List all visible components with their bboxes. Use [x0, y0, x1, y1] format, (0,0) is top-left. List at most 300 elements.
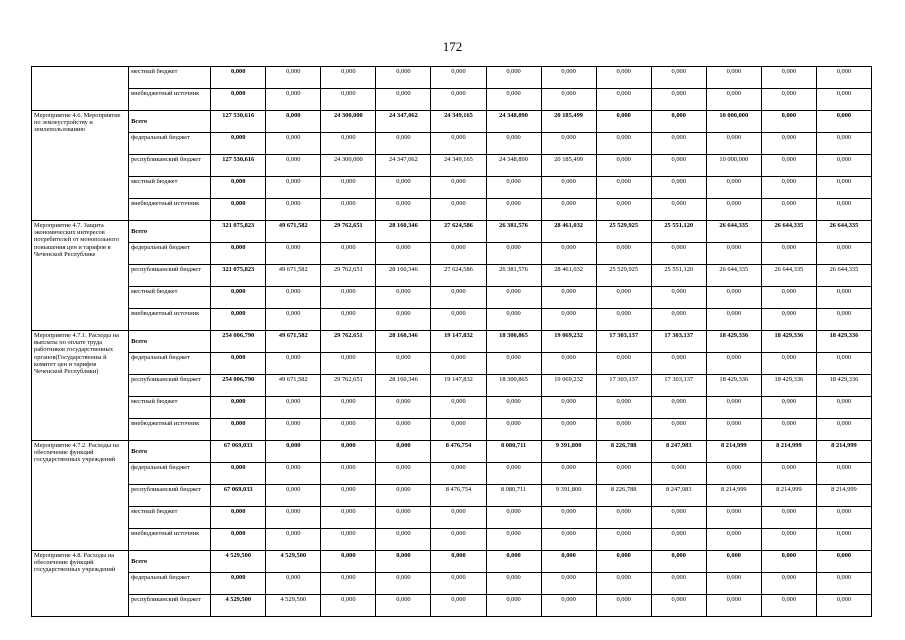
- value-cell: 29 762,651: [321, 331, 376, 353]
- table-row: [32, 287, 872, 309]
- value-cell: 24 349,165: [431, 155, 486, 177]
- value-cell: 0,000: [376, 463, 431, 485]
- value-cell: 0,000: [266, 573, 321, 595]
- value-cell: 0,000: [431, 177, 486, 199]
- value-cell: 0,000: [431, 419, 486, 441]
- value-cell: 27 624,586: [431, 265, 486, 287]
- value-cell: 8 080,711: [486, 441, 541, 463]
- value-cell: 0,000: [486, 199, 541, 221]
- value-cell: 0,000: [431, 507, 486, 529]
- value-cell: 0,000: [816, 111, 871, 133]
- value-cell: 0,000: [816, 177, 871, 199]
- value-cell: 8 226,788: [596, 485, 651, 507]
- value-cell: 0,000: [376, 397, 431, 419]
- value-cell: 0,000: [596, 419, 651, 441]
- value-cell: 24 347,062: [376, 111, 431, 133]
- value-cell: 254 006,790: [211, 331, 266, 353]
- value-cell: 0,000: [816, 397, 871, 419]
- value-cell: 0,000: [761, 353, 816, 375]
- value-cell: 26 644,335: [761, 221, 816, 243]
- value-cell: 0,000: [761, 89, 816, 111]
- value-cell: 0,000: [651, 419, 706, 441]
- value-cell: 0,000: [541, 199, 596, 221]
- value-cell: 67 069,033: [211, 441, 266, 463]
- value-cell: 0,000: [816, 419, 871, 441]
- value-cell: 8 214,999: [816, 441, 871, 463]
- value-cell: 8 226,788: [596, 441, 651, 463]
- value-cell: 8 214,999: [706, 485, 761, 507]
- value-cell: 0,000: [706, 67, 761, 89]
- value-cell: 0,000: [596, 397, 651, 419]
- value-cell: 0,000: [321, 287, 376, 309]
- value-cell: 0,000: [541, 529, 596, 551]
- value-cell: 26 644,335: [706, 221, 761, 243]
- value-cell: 0,000: [761, 573, 816, 595]
- value-cell: 0,000: [376, 243, 431, 265]
- value-cell: 0,000: [651, 551, 706, 573]
- value-cell: 0,000: [211, 133, 266, 155]
- value-cell: 0,000: [596, 111, 651, 133]
- value-cell: 0,000: [706, 243, 761, 265]
- table-row: [32, 397, 872, 419]
- value-cell: 26 644,335: [816, 265, 871, 287]
- value-cell: 0,000: [266, 133, 321, 155]
- value-cell: 8 247,983: [651, 485, 706, 507]
- value-cell: 28 160,346: [376, 265, 431, 287]
- value-cell: 0,000: [266, 67, 321, 89]
- value-cell: 0,000: [651, 595, 706, 617]
- funding-source-cell: федеральный бюджет: [129, 243, 211, 265]
- funding-source-cell: федеральный бюджет: [129, 573, 211, 595]
- funding-source-cell: федеральный бюджет: [129, 133, 211, 155]
- value-cell: 10 000,000: [706, 155, 761, 177]
- value-cell: 0,000: [486, 67, 541, 89]
- funding-source-cell: местный бюджет: [129, 397, 211, 419]
- value-cell: 0,000: [816, 309, 871, 331]
- budget-table: [31, 66, 872, 617]
- value-cell: 0,000: [761, 155, 816, 177]
- value-cell: 0,000: [761, 419, 816, 441]
- value-cell: 8 214,999: [761, 441, 816, 463]
- value-cell: 127 530,616: [211, 155, 266, 177]
- value-cell: 0,000: [541, 397, 596, 419]
- value-cell: 19 147,832: [431, 331, 486, 353]
- value-cell: 0,000: [431, 573, 486, 595]
- value-cell: 0,000: [266, 397, 321, 419]
- value-cell: 0,000: [431, 529, 486, 551]
- value-cell: 24 349,165: [431, 111, 486, 133]
- value-cell: 0,000: [541, 133, 596, 155]
- table-row: [32, 111, 872, 133]
- value-cell: 0,000: [266, 485, 321, 507]
- value-cell: 0,000: [266, 529, 321, 551]
- value-cell: 0,000: [706, 89, 761, 111]
- value-cell: 28 461,032: [541, 221, 596, 243]
- value-cell: 0,000: [376, 573, 431, 595]
- value-cell: 0,000: [266, 177, 321, 199]
- value-cell: 0,000: [431, 199, 486, 221]
- value-cell: 24 348,890: [486, 155, 541, 177]
- funding-source-cell: местный бюджет: [129, 67, 211, 89]
- value-cell: 0,000: [376, 67, 431, 89]
- value-cell: 24 347,062: [376, 155, 431, 177]
- event-name-cell: [32, 67, 129, 111]
- value-cell: 0,000: [596, 287, 651, 309]
- value-cell: 0,000: [431, 463, 486, 485]
- value-cell: 0,000: [211, 529, 266, 551]
- funding-source-cell: внебюджетный источник: [129, 89, 211, 111]
- value-cell: 0,000: [321, 199, 376, 221]
- value-cell: 18 429,336: [816, 331, 871, 353]
- value-cell: 0,000: [651, 177, 706, 199]
- value-cell: 321 075,823: [211, 265, 266, 287]
- value-cell: 26 644,335: [706, 265, 761, 287]
- funding-source-cell: Всего: [129, 441, 211, 463]
- value-cell: 0,000: [761, 463, 816, 485]
- funding-source-cell: Всего: [129, 221, 211, 243]
- value-cell: 4 529,500: [266, 551, 321, 573]
- value-cell: 18 300,865: [486, 331, 541, 353]
- value-cell: 0,000: [376, 419, 431, 441]
- value-cell: 0,000: [651, 529, 706, 551]
- table-row: [32, 89, 872, 111]
- value-cell: 0,000: [816, 551, 871, 573]
- table-row: [32, 573, 872, 595]
- value-cell: 0,000: [816, 243, 871, 265]
- value-cell: 0,000: [431, 89, 486, 111]
- value-cell: 0,000: [376, 529, 431, 551]
- value-cell: 25 529,925: [596, 265, 651, 287]
- value-cell: 20 185,499: [541, 155, 596, 177]
- value-cell: 0,000: [596, 199, 651, 221]
- value-cell: 8 476,754: [431, 485, 486, 507]
- value-cell: 0,000: [321, 397, 376, 419]
- value-cell: 0,000: [266, 155, 321, 177]
- table-row: [32, 441, 872, 463]
- value-cell: 19 069,232: [541, 331, 596, 353]
- value-cell: 0,000: [376, 177, 431, 199]
- value-cell: 0,000: [211, 419, 266, 441]
- value-cell: 321 075,823: [211, 221, 266, 243]
- value-cell: 0,000: [761, 199, 816, 221]
- value-cell: 0,000: [266, 243, 321, 265]
- value-cell: 0,000: [816, 67, 871, 89]
- value-cell: 27 624,586: [431, 221, 486, 243]
- funding-source-cell: местный бюджет: [129, 177, 211, 199]
- value-cell: 0,000: [211, 243, 266, 265]
- value-cell: 0,000: [321, 507, 376, 529]
- value-cell: 0,000: [211, 463, 266, 485]
- value-cell: 4 529,500: [211, 551, 266, 573]
- value-cell: 0,000: [431, 243, 486, 265]
- value-cell: 0,000: [266, 507, 321, 529]
- table-row: [32, 199, 872, 221]
- value-cell: 0,000: [431, 133, 486, 155]
- value-cell: 0,000: [651, 199, 706, 221]
- funding-source-cell: республиканский бюджет: [129, 375, 211, 397]
- value-cell: 29 762,651: [321, 265, 376, 287]
- value-cell: 0,000: [706, 573, 761, 595]
- value-cell: 19 147,832: [431, 375, 486, 397]
- value-cell: 0,000: [321, 419, 376, 441]
- value-cell: 0,000: [376, 595, 431, 617]
- value-cell: 49 671,582: [266, 265, 321, 287]
- value-cell: 0,000: [486, 573, 541, 595]
- value-cell: 0,000: [596, 243, 651, 265]
- value-cell: 0,000: [266, 353, 321, 375]
- value-cell: 8 247,983: [651, 441, 706, 463]
- value-cell: 0,000: [706, 199, 761, 221]
- table-row: [32, 595, 872, 617]
- funding-source-cell: Всего: [129, 551, 211, 573]
- value-cell: 0,000: [541, 309, 596, 331]
- value-cell: 8 214,999: [706, 441, 761, 463]
- value-cell: 0,000: [816, 133, 871, 155]
- table-row: [32, 419, 872, 441]
- value-cell: 0,000: [486, 287, 541, 309]
- value-cell: 0,000: [596, 573, 651, 595]
- value-cell: 0,000: [541, 67, 596, 89]
- value-cell: 0,000: [651, 287, 706, 309]
- value-cell: 0,000: [486, 309, 541, 331]
- table-row: [32, 331, 872, 353]
- value-cell: 0,000: [431, 353, 486, 375]
- value-cell: 0,000: [541, 419, 596, 441]
- value-cell: 0,000: [651, 89, 706, 111]
- table-row: [32, 551, 872, 573]
- value-cell: 0,000: [761, 67, 816, 89]
- value-cell: 0,000: [761, 177, 816, 199]
- value-cell: 18 429,336: [761, 375, 816, 397]
- funding-source-cell: республиканский бюджет: [129, 265, 211, 287]
- funding-source-cell: внебюджетный источник: [129, 199, 211, 221]
- value-cell: 0,000: [816, 507, 871, 529]
- value-cell: 0,000: [596, 507, 651, 529]
- value-cell: 0,000: [541, 243, 596, 265]
- value-cell: 254 006,790: [211, 375, 266, 397]
- value-cell: 0,000: [706, 595, 761, 617]
- page-number: 172: [442, 39, 463, 54]
- event-name-cell: Мероприятие 4.6. Мероприятие по землеустройству и землепользованию: [32, 111, 129, 221]
- value-cell: 24 348,890: [486, 111, 541, 133]
- value-cell: 0,000: [816, 353, 871, 375]
- value-cell: 29 762,651: [321, 375, 376, 397]
- value-cell: 0,000: [816, 595, 871, 617]
- value-cell: 0,000: [376, 199, 431, 221]
- value-cell: 0,000: [321, 595, 376, 617]
- value-cell: 0,000: [761, 529, 816, 551]
- value-cell: 0,000: [321, 485, 376, 507]
- value-cell: 49 671,582: [266, 221, 321, 243]
- value-cell: 0,000: [816, 529, 871, 551]
- value-cell: 0,000: [211, 573, 266, 595]
- value-cell: 0,000: [486, 353, 541, 375]
- value-cell: 0,000: [211, 199, 266, 221]
- value-cell: 0,000: [706, 529, 761, 551]
- funding-source-cell: внебюджетный источник: [129, 529, 211, 551]
- value-cell: 0,000: [376, 441, 431, 463]
- funding-source-cell: местный бюджет: [129, 507, 211, 529]
- value-cell: 0,000: [486, 551, 541, 573]
- value-cell: 0,000: [706, 463, 761, 485]
- value-cell: 0,000: [211, 507, 266, 529]
- value-cell: 0,000: [761, 287, 816, 309]
- value-cell: 17 303,137: [651, 331, 706, 353]
- value-cell: 0,000: [596, 67, 651, 89]
- value-cell: 0,000: [651, 243, 706, 265]
- value-cell: 18 429,336: [706, 375, 761, 397]
- value-cell: 0,000: [211, 353, 266, 375]
- value-cell: 0,000: [376, 89, 431, 111]
- value-cell: 0,000: [651, 507, 706, 529]
- value-cell: 0,000: [321, 529, 376, 551]
- budget-table-body: [32, 67, 872, 617]
- value-cell: 0,000: [651, 309, 706, 331]
- value-cell: 0,000: [376, 507, 431, 529]
- value-cell: 0,000: [596, 133, 651, 155]
- value-cell: 25 551,120: [651, 265, 706, 287]
- value-cell: 0,000: [596, 463, 651, 485]
- value-cell: 0,000: [486, 243, 541, 265]
- value-cell: 0,000: [541, 595, 596, 617]
- value-cell: 0,000: [596, 177, 651, 199]
- funding-source-cell: Всего: [129, 331, 211, 353]
- value-cell: 0,000: [596, 309, 651, 331]
- value-cell: 0,000: [321, 89, 376, 111]
- table-row: [32, 485, 872, 507]
- value-cell: 0,000: [211, 309, 266, 331]
- value-cell: 0,000: [431, 309, 486, 331]
- value-cell: 9 391,800: [541, 441, 596, 463]
- table-row: [32, 309, 872, 331]
- value-cell: 0,000: [706, 287, 761, 309]
- value-cell: 9 391,800: [541, 485, 596, 507]
- value-cell: 0,000: [541, 463, 596, 485]
- value-cell: 0,000: [486, 529, 541, 551]
- value-cell: 4 529,500: [211, 595, 266, 617]
- value-cell: 0,000: [431, 551, 486, 573]
- value-cell: 0,000: [211, 67, 266, 89]
- table-row: [32, 463, 872, 485]
- value-cell: 0,000: [651, 155, 706, 177]
- value-cell: 0,000: [706, 397, 761, 419]
- value-cell: 0,000: [376, 485, 431, 507]
- funding-source-cell: внебюджетный источник: [129, 419, 211, 441]
- value-cell: 0,000: [761, 551, 816, 573]
- value-cell: 4 529,500: [266, 595, 321, 617]
- value-cell: 0,000: [321, 177, 376, 199]
- table-row: [32, 243, 872, 265]
- value-cell: 0,000: [596, 89, 651, 111]
- value-cell: 17 303,137: [651, 375, 706, 397]
- funding-source-cell: федеральный бюджет: [129, 463, 211, 485]
- value-cell: 0,000: [706, 551, 761, 573]
- value-cell: 28 160,346: [376, 375, 431, 397]
- value-cell: 25 529,925: [596, 221, 651, 243]
- value-cell: 0,000: [486, 89, 541, 111]
- value-cell: 0,000: [431, 67, 486, 89]
- value-cell: 0,000: [486, 463, 541, 485]
- event-name-cell: Мероприятие 4.8. Расходы на обеспечение функций государственных учреждений: [32, 551, 129, 617]
- value-cell: 8 214,999: [816, 485, 871, 507]
- value-cell: 28 461,032: [541, 265, 596, 287]
- funding-source-cell: федеральный бюджет: [129, 353, 211, 375]
- value-cell: 0,000: [486, 419, 541, 441]
- value-cell: 0,000: [651, 67, 706, 89]
- value-cell: 0,000: [761, 309, 816, 331]
- value-cell: 0,000: [376, 133, 431, 155]
- value-cell: 0,000: [596, 529, 651, 551]
- value-cell: 0,000: [486, 133, 541, 155]
- value-cell: 0,000: [376, 309, 431, 331]
- value-cell: 0,000: [321, 463, 376, 485]
- table-row: [32, 529, 872, 551]
- value-cell: 8 080,711: [486, 485, 541, 507]
- value-cell: 49 671,582: [266, 331, 321, 353]
- value-cell: 0,000: [761, 243, 816, 265]
- value-cell: 0,000: [486, 397, 541, 419]
- value-cell: 0,000: [541, 177, 596, 199]
- value-cell: 0,000: [486, 177, 541, 199]
- value-cell: 0,000: [596, 155, 651, 177]
- table-row: [32, 375, 872, 397]
- value-cell: 17 303,137: [596, 331, 651, 353]
- table-row: [32, 265, 872, 287]
- value-cell: 0,000: [266, 463, 321, 485]
- funding-source-cell: республиканский бюджет: [129, 485, 211, 507]
- value-cell: 20 185,499: [541, 111, 596, 133]
- funding-source-cell: республиканский бюджет: [129, 155, 211, 177]
- value-cell: 0,000: [816, 463, 871, 485]
- value-cell: 0,000: [651, 573, 706, 595]
- table-row: [32, 353, 872, 375]
- value-cell: 0,000: [706, 177, 761, 199]
- value-cell: 0,000: [321, 353, 376, 375]
- value-cell: 0,000: [431, 397, 486, 419]
- value-cell: 67 069,033: [211, 485, 266, 507]
- funding-source-cell: местный бюджет: [129, 287, 211, 309]
- table-row: [32, 133, 872, 155]
- value-cell: 0,000: [761, 133, 816, 155]
- value-cell: 18 429,336: [816, 375, 871, 397]
- value-cell: 18 429,336: [706, 331, 761, 353]
- table-row: [32, 155, 872, 177]
- event-name-cell: Мероприятие 4.7. Защита экономических интересов потребителей от монопольного повышения цен и тарифов в Чеченской Республике: [32, 221, 129, 331]
- value-cell: 0,000: [541, 507, 596, 529]
- funding-source-cell: республиканский бюджет: [129, 595, 211, 617]
- value-cell: 0,000: [266, 199, 321, 221]
- value-cell: 0,000: [706, 353, 761, 375]
- value-cell: 17 303,137: [596, 375, 651, 397]
- value-cell: 0,000: [211, 397, 266, 419]
- value-cell: 0,000: [486, 595, 541, 617]
- value-cell: 26 644,335: [761, 265, 816, 287]
- value-cell: 0,000: [706, 133, 761, 155]
- value-cell: 49 671,582: [266, 375, 321, 397]
- value-cell: 24 300,000: [321, 155, 376, 177]
- table-row: [32, 67, 872, 89]
- value-cell: 0,000: [211, 89, 266, 111]
- value-cell: 0,000: [431, 287, 486, 309]
- value-cell: 0,000: [541, 573, 596, 595]
- value-cell: 0,000: [651, 353, 706, 375]
- value-cell: 26 644,335: [816, 221, 871, 243]
- value-cell: 0,000: [541, 287, 596, 309]
- value-cell: 0,000: [761, 397, 816, 419]
- value-cell: 0,000: [596, 551, 651, 573]
- value-cell: 0,000: [651, 397, 706, 419]
- value-cell: 0,000: [651, 133, 706, 155]
